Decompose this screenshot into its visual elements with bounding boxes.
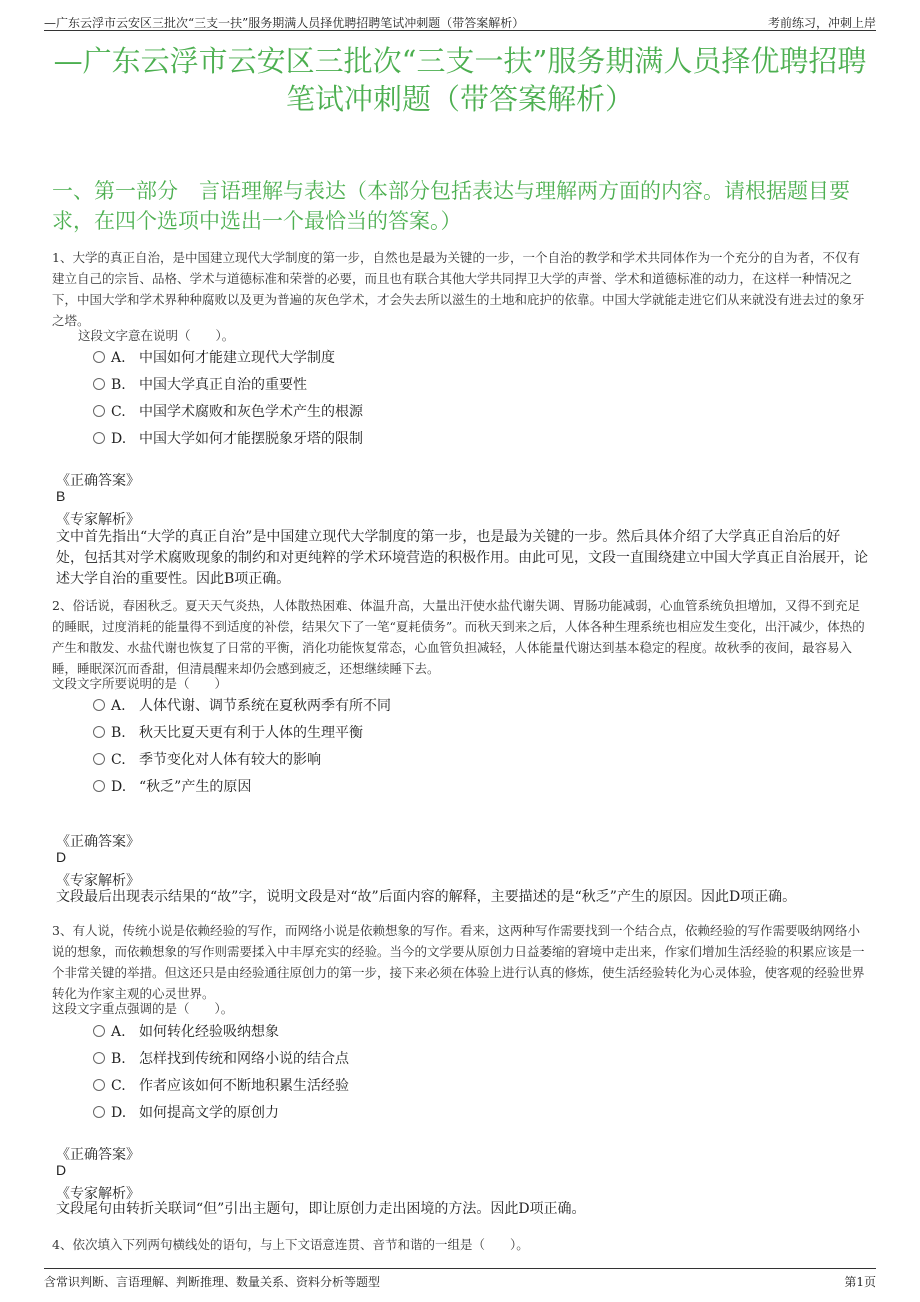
radio-icon[interactable] [93,753,105,765]
radio-icon[interactable] [93,378,105,390]
question-2-option-d[interactable]: D. “秋乏”产生的原因 [93,776,251,796]
question-2-answer: D [56,849,67,865]
header-slogan: 考前练习，冲刺上岸 [767,16,876,30]
question-2-prompt: 文段文字所要说明的是（ ） [52,676,228,691]
document-title: —广东云浮市云安区三批次“三支一扶”服务期满人员择优聘招聘笔试冲刺题（带答案解析） [53,44,867,116]
question-3-option-b[interactable]: B. 怎样找到传统和网络小说的结合点 [93,1048,349,1068]
radio-icon[interactable] [93,780,105,792]
question-3-text: 3、有人说，传统小说是依赖经验的写作，而网络小说是依赖想象的写作。看来，这两种写作需要找到一个结合点，依赖经验的写作需要吸纳网络小说的想象，而依赖想象的写作则需要揉入中丰厚充实的经验。当今的文学要从原创力日益萎缩的窘境中走出来，作家们增加生活经验的积累应该是一个非常关键的举措。但这还只是由经验通往原创力的第一步，接下来必须在体验上进行认真的修炼，使生活经验转化为心灵体验，使客观的经验世界转化为作家主观的心灵世界。 [52,923,865,1001]
radio-icon[interactable] [93,432,105,444]
answer-label: 《正确答案》 [56,1147,140,1163]
expert-label: 《专家解析》 [56,512,140,528]
question-3-answer: D [56,1162,67,1178]
section-heading: 一、第一部分 言语理解与表达（本部分包括表达与理解两方面的内容。请根据题目要求，在四个选项中选出一个最恰当的答案。） [52,179,850,233]
expert-label: 《专家解析》 [56,873,140,889]
question-2-option-a[interactable]: A. 人体代谢、调节系统在夏秋两季有所不同 [93,695,391,715]
question-3-prompt: 这段文字重点强调的是（ ）。 [52,1001,234,1016]
question-3-option-c[interactable]: C. 作者应该如何不断地积累生活经验 [93,1075,349,1095]
header-doc-title: —广东云浮市云安区三批次“三支一扶”服务期满人员择优聘招聘笔试冲刺题（带答案解析） [44,16,525,30]
question-1-answer: B [56,488,66,504]
radio-icon[interactable] [93,351,105,363]
page-number: 第1页 [844,1275,876,1289]
question-1-option-d[interactable]: D. 中国大学如何才能摆脱象牙塔的限制 [93,428,363,448]
question-1-option-c[interactable]: C. 中国学术腐败和灰色学术产生的根源 [93,401,363,421]
question-3-option-a[interactable]: A. 如何转化经验吸纳想象 [93,1021,279,1041]
radio-icon[interactable] [93,1052,105,1064]
radio-icon[interactable] [93,726,105,738]
question-3-option-d[interactable]: D. 如何提高文学的原创力 [93,1102,279,1122]
radio-icon[interactable] [93,1079,105,1091]
question-1-option-a[interactable]: A. 中国如何才能建立现代大学制度 [93,347,335,367]
question-2-text: 2、俗话说，春困秋乏。夏天天气炎热，人体散热困难、体温升高，大量出汗使水盐代谢失调、胃肠功能减弱，心血管系统负担增加，又得不到充足的睡眠，过度消耗的能量得不到适度的补偿，结果欠下了一笔“夏耗债务”。而秋天到来之后，人体各种生理系统也相应发生变化，出汗减少，体热的产生和散发、水盐代谢也恢复了日常的平衡，消化功能恢复常态，心血管负担减轻，人体能量代谢达到基本稳定的程度。故秋季的夜间，最容易入睡，睡眠深沉而香甜，但清晨醒来却仍会感到疲乏，还想继续睡下去。 [52,598,865,676]
page-header [44,12,876,31]
question-2-option-b[interactable]: B. 秋天比夏天更有利于人体的生理平衡 [93,722,363,742]
radio-icon[interactable] [93,1025,105,1037]
answer-label: 《正确答案》 [56,473,140,489]
question-2-option-c[interactable]: C. 季节变化对人体有较大的影响 [93,749,321,769]
radio-icon[interactable] [93,1106,105,1118]
question-1-prompt: 这段文字意在说明（ ）。 [78,328,235,343]
question-2-explanation: 文段最后出现表示结果的“故”字，说明文段是对“故”后面内容的解释，主要描述的是“秋乏”产生的原因。因此D项正确。 [56,889,797,905]
expert-label: 《专家解析》 [56,1186,140,1202]
page-footer [44,1268,876,1289]
footer-note: 含常识判断、言语理解、判断推理、数量关系、资料分析等题型 [44,1275,381,1289]
question-3-explanation: 文段尾句由转折关联词“但”引出主题句，即让原创力走出困境的方法。因此D项正确。 [56,1201,586,1217]
answer-label: 《正确答案》 [56,834,140,850]
radio-icon[interactable] [93,405,105,417]
question-1-option-b[interactable]: B. 中国大学真正自治的重要性 [93,374,307,394]
question-4-text: 4、依次填入下列两句横线处的语句，与上下文语意连贯、音节和谐的一组是（ ）。 [52,1237,529,1252]
question-1-text: 1、大学的真正自治，是中国建立现代大学制度的第一步，自然也是最为关键的一步，一个自治的教学和学术共同体作为一个充分的自为者，不仅有建立自己的宗旨、品格、学术与道德标准和荣誉的必要，而且也有联合其他大学共同捍卫大学的声誉、学术和道德标准的动力，在这样一种情况之下，中国大学和学术界种种腐败以及更为普遍的灰色学术，才会失去所以滋生的土地和庇护的依靠。中国大学就能走进它们从来就没有进去过的象牙之塔。 [52,250,865,328]
question-1-explanation: 文中首先指出“大学的真正自治”是中国建立现代大学制度的第一步，也是最为关键的一步。然后具体介绍了大学真正自治后的好处，包括其对学术腐败现象的制约和对更纯粹的学术环境营造的积极作用。由此可见，文段一直围绕建立中国大学真正自治展开，论述大学自治的重要性。因此B项正确。 [56,529,868,587]
radio-icon[interactable] [93,699,105,711]
